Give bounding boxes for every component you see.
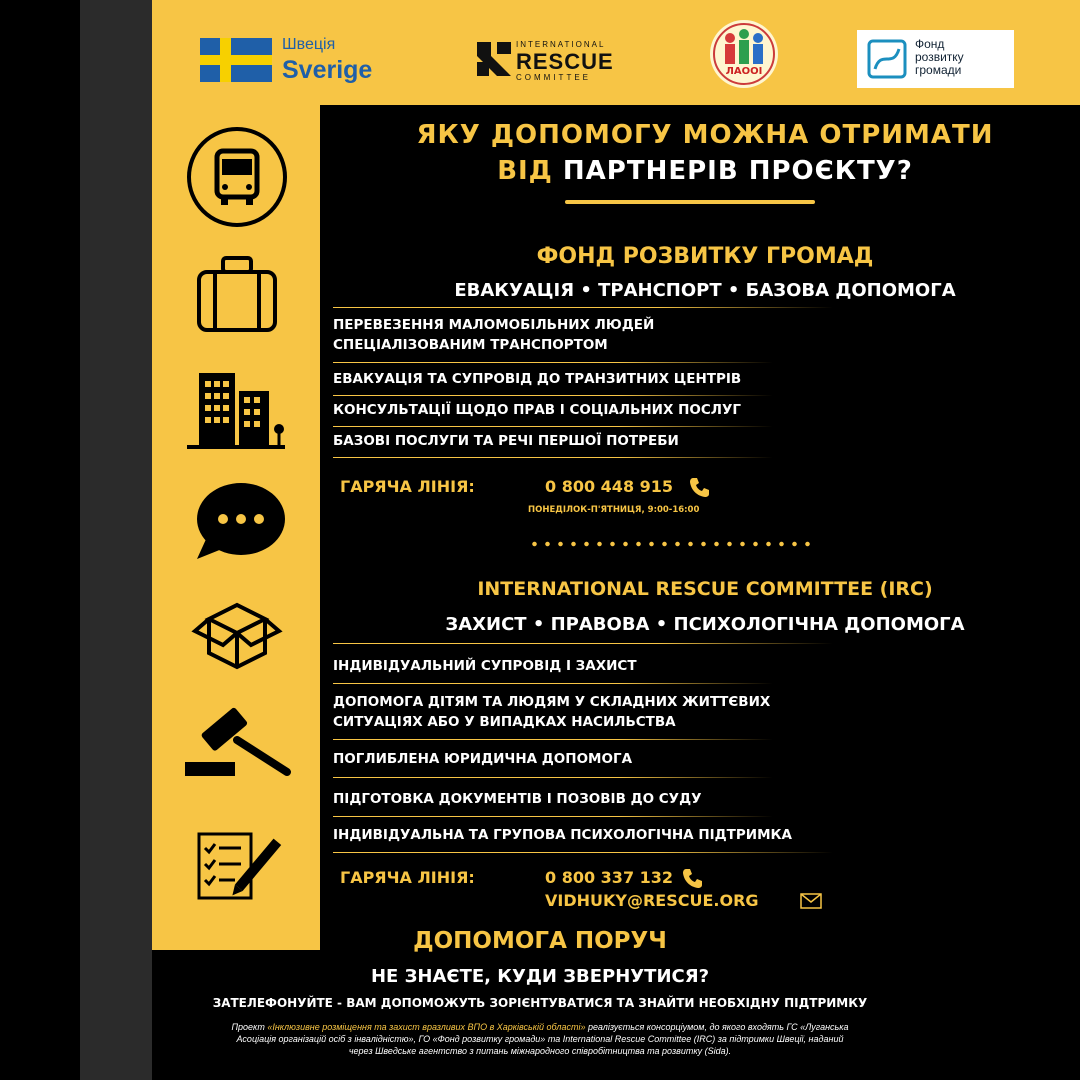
- fund-hotline-label: ГАРЯЧА ЛІНІЯ:: [340, 477, 475, 496]
- divider: [333, 852, 833, 853]
- laooi-label: ЛАООІ: [725, 66, 763, 77]
- laooi-logo: [710, 20, 778, 88]
- divider: [333, 307, 833, 308]
- fund-logo-line1: Фонд: [915, 37, 945, 51]
- fund-phone[interactable]: 0 800 448 915: [545, 477, 674, 496]
- dotted-separator: [528, 540, 813, 548]
- fund-item: ЕВАКУАЦІЯ ТА СУПРОВІД ДО ТРАНЗИТНИХ ЦЕНТРІВ: [333, 371, 742, 387]
- divider: [333, 777, 773, 778]
- fund-item: ПЕРЕВЕЗЕННЯ МАЛОМОБІЛЬНИХ ЛЮДЕЙ: [333, 317, 655, 333]
- sweden-flag-icon: [200, 38, 272, 86]
- irc-item: ПІДГОТОВКА ДОКУМЕНТІВ І ПОЗОВІВ ДО СУДУ: [333, 791, 702, 807]
- logo-bar: [152, 0, 1080, 105]
- irc-title: INTERNATIONAL RESCUE COMMITTEE (IRC): [477, 578, 933, 600]
- headline-line2-a: ВІД: [497, 156, 553, 186]
- disclaimer-part: реалізується консорціумом, до якого входять ГС «Луганська: [585, 1022, 849, 1032]
- phone-icon: [688, 476, 710, 502]
- footer-question: НЕ ЗНАЄТЕ, КУДИ ЗВЕРНУТИСЯ?: [370, 966, 710, 987]
- fund-logo-line3: громади: [915, 63, 962, 77]
- disclaimer-line3: через Шведське агентство з питань міжнародного співробітництва та розвитку (Sida).: [348, 1046, 732, 1056]
- irc-logo-bot: COMMITTEE: [516, 73, 591, 82]
- fund-logo-line2: розвитку: [915, 50, 964, 64]
- divider: [333, 739, 773, 740]
- phone-icon: [681, 867, 703, 893]
- headline-line1: ЯКУ ДОПОМОГУ МОЖНА ОТРИМАТИ: [416, 120, 994, 150]
- irc-item: ІНДИВІДУАЛЬНА ТА ГРУПОВА ПСИХОЛОГІЧНА ПІДТРИМКА: [333, 827, 792, 843]
- disclaimer-part: Проект: [231, 1022, 268, 1032]
- disclaimer-project-name: «Інклюзивне розміщення та захист вразливих ВПО в Харківській області»: [267, 1022, 586, 1032]
- irc-item: СИТУАЦІЯХ АБО У ВИПАДКАХ НАСИЛЬСТВА: [333, 714, 676, 730]
- envelope-icon: [800, 893, 822, 913]
- box-icon: [185, 585, 290, 690]
- irc-hotline-label: ГАРЯЧА ЛІНІЯ:: [340, 868, 475, 887]
- divider: [333, 457, 773, 458]
- chat-bubble-icon: [185, 475, 290, 580]
- people-group-icon: [710, 20, 778, 88]
- disclaimer-line2: Асоціація організацій осіб з інвалідністю», ГО «Фонд розвитку громади» та International Rescue Committee (IRC) за підтримки Швеції, наданий: [236, 1034, 844, 1044]
- footer-title: ДОПОМОГА ПОРУЧ: [413, 928, 667, 954]
- headline-line2: [330, 156, 1080, 186]
- divider: [333, 816, 773, 817]
- fund-logo: [857, 30, 1014, 88]
- fund-logo-icon: [867, 39, 907, 79]
- fund-item: СПЕЦІАЛІЗОВАНИМ ТРАНСПОРТОМ: [333, 337, 608, 353]
- footer-call: ЗАТЕЛЕФОНУЙТЕ - ВАМ ДОПОМОЖУТЬ ЗОРІЄНТУВАТИСЯ ТА ЗНАЙТИ НЕОБХІДНУ ПІДТРИМКУ: [212, 996, 868, 1010]
- irc-logo-top: INTERNATIONAL: [516, 40, 606, 49]
- fund-item: КОНСУЛЬТАЦІЇ ЩОДО ПРАВ І СОЦІАЛЬНИХ ПОСЛУГ: [333, 402, 741, 418]
- irc-subtitle: ЗАХИСТ • ПРАВОВА • ПСИХОЛОГІЧНА ДОПОМОГА: [445, 614, 965, 635]
- irc-phone[interactable]: 0 800 337 132: [545, 868, 674, 887]
- irc-item: ДОПОМОГА ДІТЯМ ТА ЛЮДЯМ У СКЛАДНИХ ЖИТТЄВИХ: [333, 694, 771, 710]
- fund-subtitle: ЕВАКУАЦІЯ • ТРАНСПОРТ • БАЗОВА ДОПОМОГА: [454, 280, 956, 301]
- checklist-pen-icon: [185, 820, 290, 925]
- footer-disclaimer: [0, 1021, 1080, 1057]
- irc-item: ПОГЛИБЛЕНА ЮРИДИЧНА ДОПОМОГА: [333, 751, 633, 767]
- content-panel: [320, 105, 1080, 950]
- sweden-label-sv: Sverige: [282, 56, 373, 84]
- gavel-icon: [185, 700, 290, 805]
- suitcase-icon: [185, 250, 290, 355]
- headline-underline: [565, 200, 815, 204]
- sweden-label-ua: Швеція: [282, 36, 336, 53]
- irc-logo-mid: RESCUE: [516, 49, 614, 74]
- irc-email[interactable]: VIDHUKY@RESCUE.ORG: [545, 891, 759, 910]
- fund-hours: ПОНЕДІЛОК-П'ЯТНИЦЯ, 9:00-16:00: [528, 505, 700, 515]
- irc-logo-icon: [477, 42, 511, 80]
- divider: [333, 683, 773, 684]
- headline-line2-b: ПАРТНЕРІВ ПРОЄКТУ?: [562, 156, 913, 186]
- divider: [333, 395, 773, 396]
- fund-item: БАЗОВІ ПОСЛУГИ ТА РЕЧІ ПЕРШОЇ ПОТРЕБИ: [333, 433, 679, 449]
- bus-icon: [185, 125, 290, 230]
- left-dark-strip: [80, 0, 152, 1080]
- divider: [333, 362, 773, 363]
- irc-item: ІНДИВІДУАЛЬНИЙ СУПРОВІД І ЗАХИСТ: [333, 658, 637, 674]
- divider: [333, 426, 773, 427]
- buildings-icon: [185, 365, 290, 470]
- fund-title: ФОНД РОЗВИТКУ ГРОМАД: [536, 244, 874, 269]
- disclaimer-line1: [0, 1021, 1080, 1033]
- divider: [333, 643, 833, 644]
